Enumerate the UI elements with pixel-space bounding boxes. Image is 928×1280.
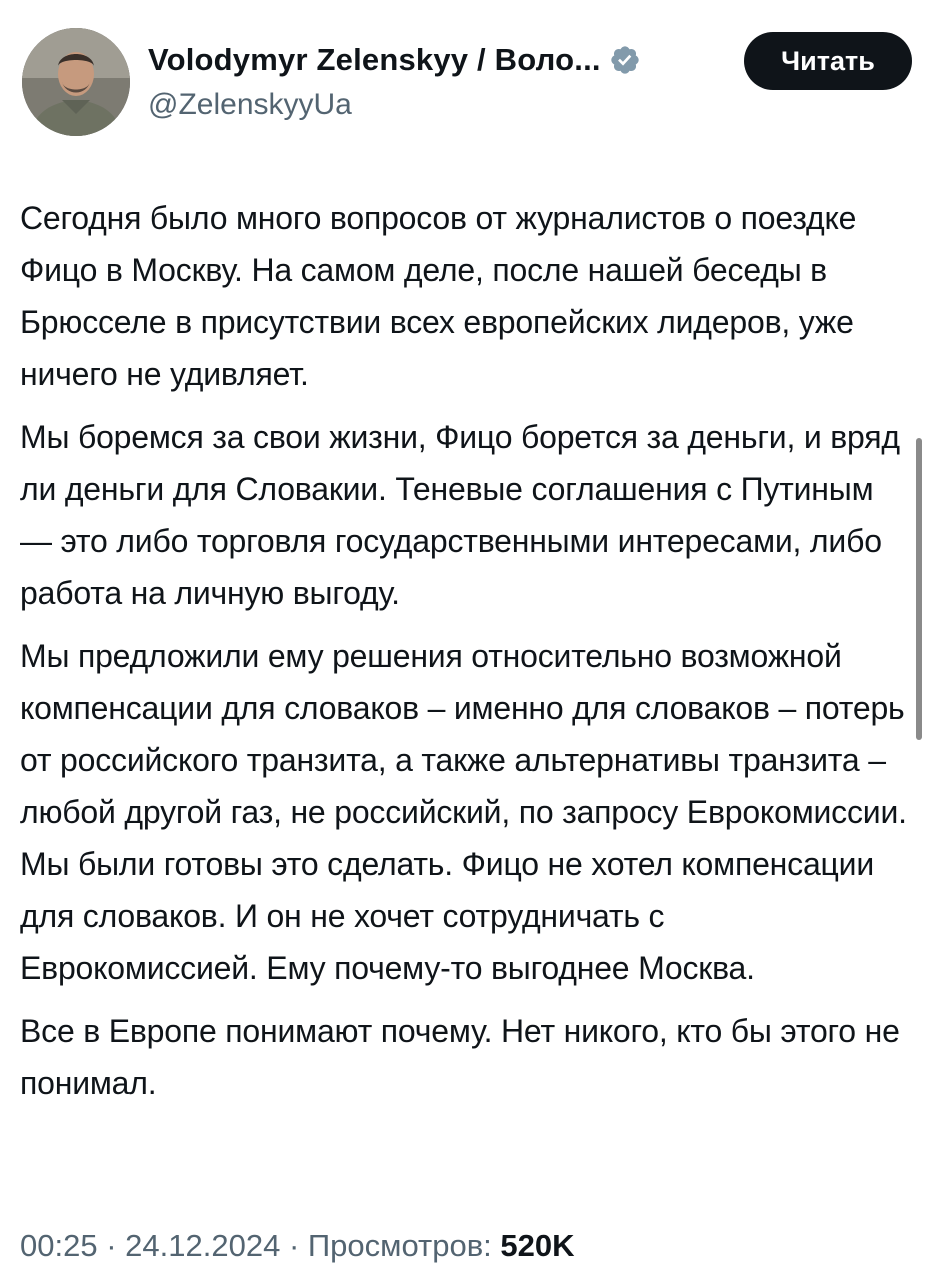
scrollbar-thumb[interactable] — [916, 438, 922, 740]
meta-separator: · — [288, 1228, 300, 1263]
tweet-header — [22, 28, 912, 140]
views-label: Просмотров: — [307, 1228, 492, 1263]
author-name-row — [148, 42, 641, 78]
author-handle[interactable]: @ZelenskyyUa — [148, 88, 352, 121]
follow-button[interactable]: Читать — [744, 32, 912, 90]
tweet-meta — [20, 1228, 575, 1264]
avatar-photo-icon — [22, 28, 130, 136]
author-display-name[interactable]: Volodymyr Zelenskyy / Воло... — [148, 42, 601, 77]
tweet-paragraph: Сегодня было много вопросов от журналистов о поездке Фицо в Москву. На самом деле, после нашей беседы в Брюсселе в присутствии всех европейских лидеров, уже ничего не удивляет. — [20, 200, 857, 392]
author-avatar[interactable] — [22, 28, 130, 136]
tweet-date[interactable]: 24.12.2024 — [125, 1228, 281, 1263]
views-count: 520K — [500, 1228, 575, 1263]
tweet-paragraph: Мы боремся за свои жизни, Фицо борется за деньги, и вряд ли деньги для Словакии. Теневые соглашения с Путиным — это либо торговля государственными интересами, либо работа на личную выгоду. — [20, 419, 900, 611]
tweet-text — [20, 192, 910, 1120]
tweet-paragraph: Все в Европе понимают почему. Нет никого, кто бы этого не понимал. — [20, 1013, 900, 1101]
tweet-paragraph: Мы предложили ему решения относительно возможной компенсации для словаков – именно для словаков – потерь от российского транзита, а также альтернативы транзита – любой другой газ, не российский, по запросу Еврокомиссии. Мы были готовы это сделать. Фицо не хотел компенсации для словаков. И он не хочет сотрудничать с Еврокомиссией. Ему почему-то выгоднее Москва. — [20, 638, 907, 986]
verified-badge-icon — [609, 44, 641, 76]
tweet-time[interactable]: 00:25 — [20, 1228, 98, 1263]
meta-separator: · — [106, 1228, 117, 1263]
